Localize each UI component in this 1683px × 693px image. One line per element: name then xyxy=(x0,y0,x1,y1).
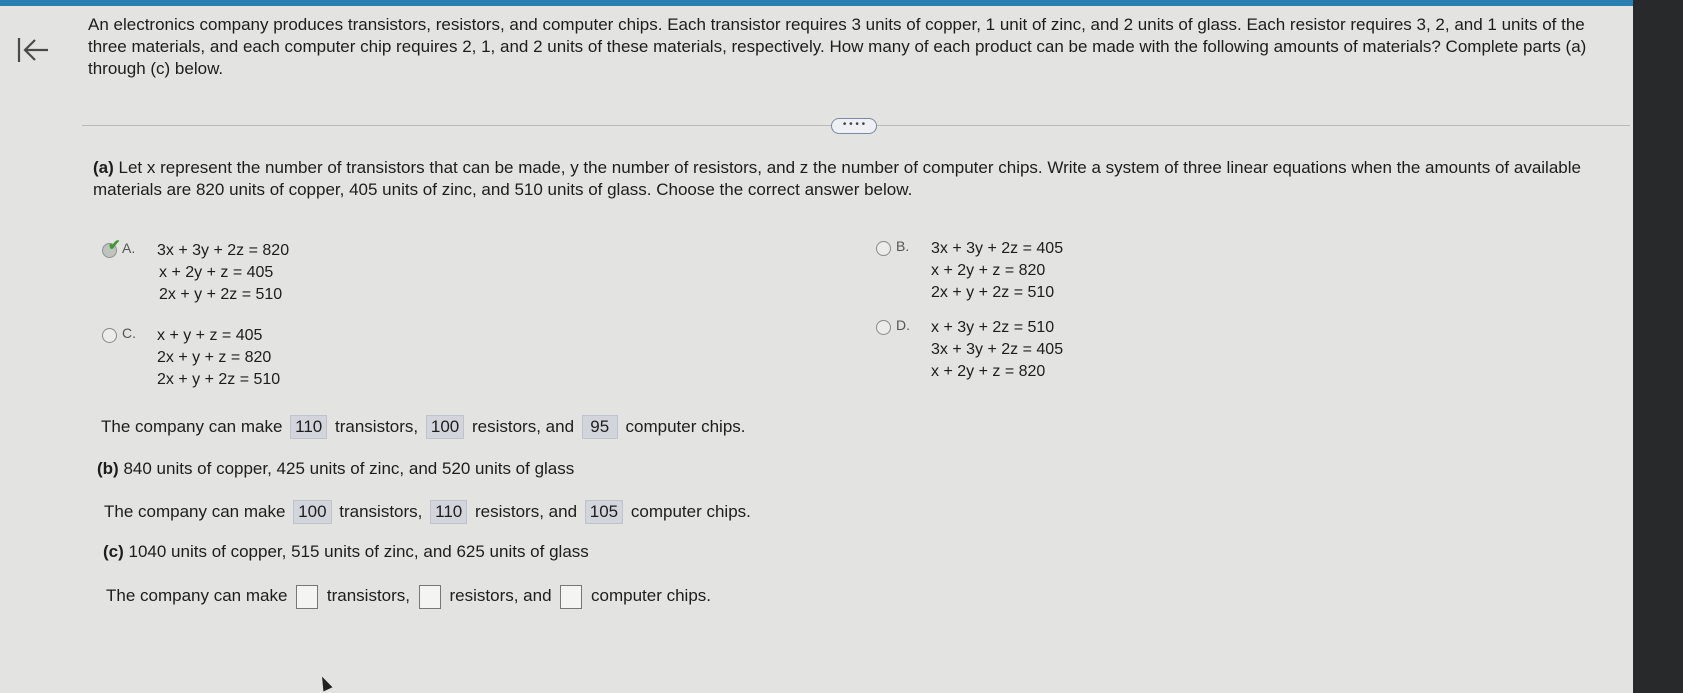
equation: 3x + 3y + 2z = 405 xyxy=(931,341,1064,358)
sentence-chips: computer chips. xyxy=(591,586,712,605)
choice-c-equations xyxy=(157,325,280,391)
choice-c[interactable] xyxy=(102,325,362,395)
expand-more-button[interactable]: • • • • xyxy=(831,118,877,134)
part-b-answer-sentence xyxy=(104,499,751,525)
part-b-label: (b) xyxy=(97,459,119,478)
choice-a-letter: A. xyxy=(122,240,136,256)
equation: x + 2y + z = 820 xyxy=(931,363,1046,380)
mouse-pointer-icon xyxy=(318,675,333,692)
top-accent-bar xyxy=(0,0,1683,6)
choice-a[interactable] xyxy=(102,237,362,310)
choice-a-equations xyxy=(157,240,289,306)
choice-b-equations xyxy=(931,238,1063,304)
part-b-heading xyxy=(97,458,574,480)
part-b-transistors-answer[interactable]: 100 xyxy=(293,500,331,524)
equation: 2x + y + 2z = 510 xyxy=(931,284,1055,301)
back-to-start-icon[interactable] xyxy=(16,34,50,66)
sentence-chips: computer chips. xyxy=(630,502,751,521)
part-c-label: (c) xyxy=(103,542,124,561)
part-b-chips-answer[interactable]: 105 xyxy=(585,500,623,524)
part-b-resistors-answer[interactable]: 110 xyxy=(430,500,467,524)
part-a-text: Let x represent the number of transistors that can be made, y the number of resistors, and z the number of computer chips. Write a system of three linear equations when the amounts of available materials are 820 units of copper, 405 units of zinc, and 510 units of glass. Choose the correct answer below. xyxy=(93,158,1581,199)
sentence-transistors: transistors, xyxy=(326,586,411,605)
sentence-resistors: resistors, and xyxy=(471,417,575,436)
sentence-resistors: resistors, and xyxy=(474,502,578,521)
sentence-resistors: resistors, and xyxy=(449,586,552,605)
equation: 2x + y + z = 820 xyxy=(157,349,272,366)
choice-d[interactable] xyxy=(876,317,1136,387)
part-a-prompt xyxy=(93,157,1633,201)
equation: 2x + y + 2z = 510 xyxy=(157,371,281,388)
part-a-answer-sentence xyxy=(101,414,746,440)
part-c-chips-input[interactable] xyxy=(560,585,582,609)
part-a-transistors-answer[interactable]: 110 xyxy=(290,415,327,439)
equation: 2x + y + 2z = 510 xyxy=(159,286,283,303)
sentence-start: The company can make xyxy=(104,502,286,521)
part-a-chips-answer[interactable]: 95 xyxy=(582,415,618,439)
correct-check-icon: ✔ xyxy=(108,237,121,254)
choice-d-equations xyxy=(931,317,1063,383)
equation: 3x + 3y + 2z = 820 xyxy=(157,242,290,259)
part-c-transistors-input[interactable] xyxy=(296,585,318,609)
choice-b[interactable] xyxy=(876,238,1116,308)
equation: x + 2y + z = 405 xyxy=(159,264,274,281)
equation: x + 2y + z = 820 xyxy=(931,262,1046,279)
sentence-transistors: transistors, xyxy=(335,417,419,436)
sentence-start: The company can make xyxy=(106,586,288,605)
choice-c-letter: C. xyxy=(122,325,136,341)
equation: x + 3y + 2z = 510 xyxy=(931,319,1055,336)
choice-d-letter: D. xyxy=(896,317,910,333)
part-c-text: 1040 units of copper, 515 units of zinc, and 625 units of glass xyxy=(128,542,589,561)
sentence-chips: computer chips. xyxy=(625,417,746,436)
part-c-answer-sentence xyxy=(106,583,711,609)
part-a-resistors-answer[interactable]: 100 xyxy=(426,415,464,439)
equation: x + y + z = 405 xyxy=(157,327,263,344)
choice-b-letter: B. xyxy=(896,238,910,254)
problem-statement: An electronics company produces transistors, resistors, and computer chips. Each transistor requires 3 units of copper, 1 unit of zinc, and 2 units of glass. Each resistor requires 3, 2, and 1 units of the three materials, and each computer chip requires 2, 1, and 2 units of these materials, respectively. How many of each product can be made with the following amounts of materials? Complete parts (a) through (c) below. xyxy=(88,15,1587,78)
part-a-label: (a) xyxy=(93,158,114,177)
part-b-text: 840 units of copper, 425 units of zinc, and 520 units of glass xyxy=(123,459,575,478)
sentence-transistors: transistors, xyxy=(339,502,423,521)
window-edge xyxy=(1633,0,1683,693)
part-c-heading xyxy=(103,541,589,563)
equation: 3x + 3y + 2z = 405 xyxy=(931,240,1064,257)
sentence-start: The company can make xyxy=(101,417,283,436)
part-c-resistors-input[interactable] xyxy=(419,585,441,609)
choice-b-radio[interactable] xyxy=(876,241,891,256)
choice-d-radio[interactable] xyxy=(876,320,891,335)
choice-c-radio[interactable] xyxy=(102,328,117,343)
